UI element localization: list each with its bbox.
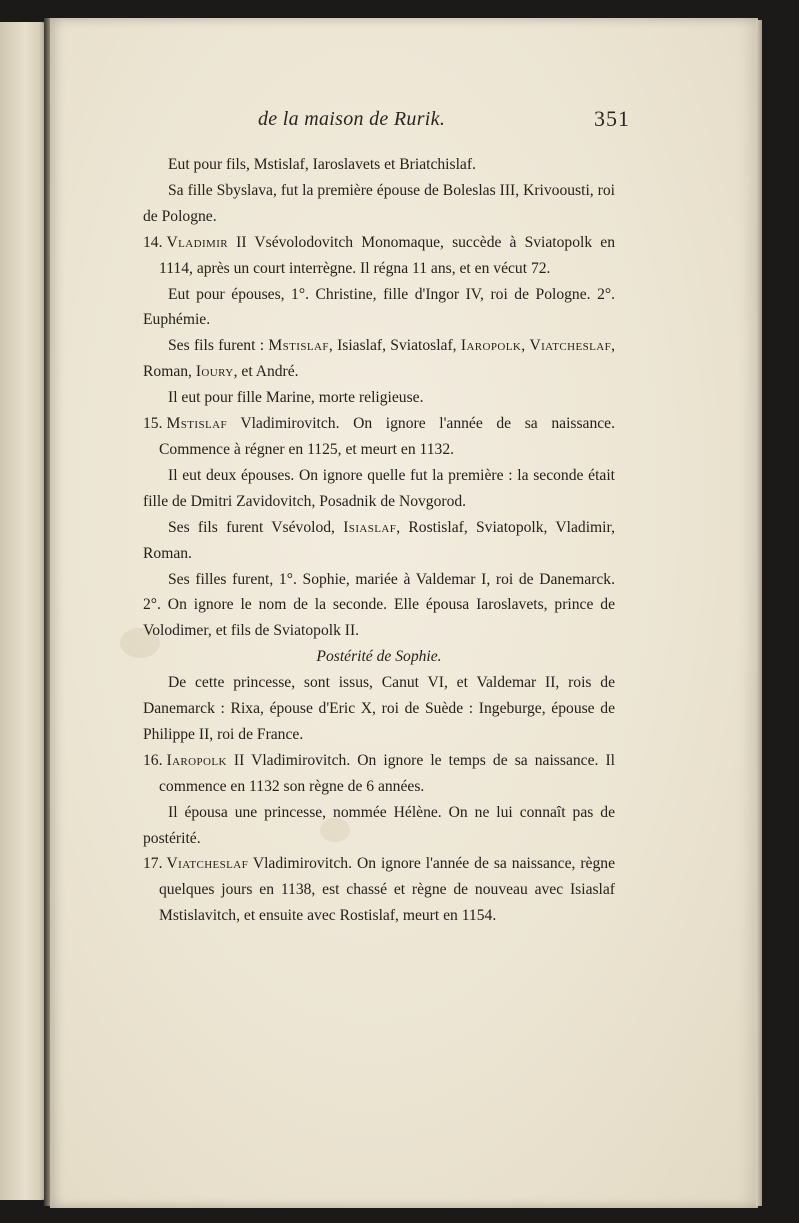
text-segment: II Vladimirovitch. On ignore le temps de sa naissance. Il commence en 1132 son règne de 6 années. (159, 751, 615, 795)
text-segment: , Roman, (143, 337, 616, 381)
person-name: Mstislaf (268, 337, 329, 355)
person-name: Vladimir (166, 233, 229, 251)
text-segment: , (521, 337, 530, 355)
text-segment: Il épousa une princesse, nommée Hélène. On ne lui connaît pas de postérité. (143, 803, 615, 847)
entry-number: 17. (143, 855, 163, 873)
person-name: Ioury (195, 363, 234, 381)
text-segment: Sa fille Sbyslava, fut la première épouse de Boleslas III, Krivoousti, roi de Pologne. (143, 181, 615, 225)
text-segment: Eut pour épouses, 1°. Christine, fille d'Ingor IV, roi de Pologne. 2°. Euphémie. (143, 285, 615, 329)
person-name: Iaropolk (166, 751, 227, 769)
person-name: Isiaslaf (343, 518, 397, 536)
paragraph (143, 385, 615, 411)
text-segment: Ses fils furent Vsévolod, (168, 518, 344, 536)
entry-number: 16. (143, 751, 163, 769)
paragraph (143, 800, 615, 852)
page-number: 351 (594, 106, 630, 131)
text-segment: De cette princesse, sont issus, Canut VI, et Valdemar II, rois de Danemarck : Rixa, épouse d'Eric X, roi de Suède : Ingeburge, épouse de Philippe II, roi de France. (143, 674, 615, 743)
paragraph (143, 567, 615, 645)
text-segment: II Vsévolodovitch Monomaque, succède à Sviatopolk en 1114, après un court interrègne. Il régna 11 ans, et en vécut 72. (159, 233, 615, 277)
entry-number: 14. (143, 233, 163, 251)
facing-page-edge (0, 22, 46, 1200)
text-segment: Ses fils furent : (168, 337, 269, 355)
text-segment: Il eut deux épouses. On ignore quelle fut la première : la seconde était fille de Dmitri Zavidovitch, Posadnik de Novgorod. (143, 466, 615, 510)
paragraph (143, 463, 615, 515)
person-name: Viatcheslaf (166, 855, 249, 873)
entry-number: 15. (143, 415, 163, 433)
person-name: Mstislaf (166, 415, 227, 433)
genealogy-entry (143, 748, 615, 800)
text-segment: Eut pour fils, Mstislaf, Iaroslavets et Briatchislaf. (168, 156, 476, 173)
page-fore-edge (756, 20, 762, 1206)
person-name: Iaropolk (460, 337, 522, 355)
paragraph (143, 515, 615, 567)
page-header (250, 108, 630, 138)
text-segment: , Rostislaf, Sviatopolk, Vladimir, Roman. (143, 518, 615, 562)
genealogy-entry (143, 230, 615, 282)
person-name: Viatcheslaf (529, 337, 612, 355)
paragraph (143, 333, 615, 385)
running-title: de la maison de Rurik. (258, 108, 446, 130)
text-segment: Il eut pour fille Marine, morte religieuse. (168, 389, 424, 407)
section-subheading (143, 644, 615, 670)
text-segment: Vladimirovitch. On ignore l'année de sa naissance. Commence à régner en 1125, et meurt en 1132. (159, 415, 615, 458)
text-segment: Vladimirovitch. On ignore l'année de sa naissance, règne quelques jours en 1138, est chassé et règne de nouveau avec Isiaslaf Mstislavitch, et ensuite avec Rostislaf, meurt en 1154. (159, 855, 615, 925)
paragraph (143, 282, 615, 334)
text-segment: Postérité de Sophie. (316, 648, 442, 666)
genealogy-entry (143, 411, 615, 463)
text-segment: Ses filles furent, 1°. Sophie, mariée à Valdemar I, roi de Danemarck. 2°. On ignore le nom de la seconde. Elle épousa Iaroslavets, prince de Volodimer, et fils de Sviatopolk II. (143, 570, 615, 640)
paragraph (143, 178, 615, 230)
text-segment: , et André. (233, 363, 299, 381)
paragraph (143, 152, 615, 178)
text-segment: , Isiaslaf, Sviatoslaf, (328, 337, 461, 355)
paragraph (143, 670, 615, 748)
body-text (143, 152, 615, 929)
genealogy-entry (143, 851, 615, 929)
